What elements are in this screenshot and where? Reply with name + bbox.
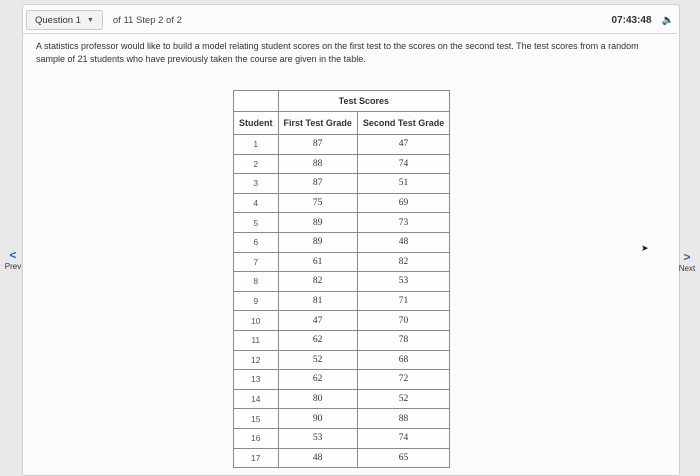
header-divider xyxy=(23,33,677,34)
table-row xyxy=(234,428,450,448)
table-row xyxy=(234,409,450,429)
second-test-cell: 68 xyxy=(357,350,449,370)
second-test-cell: 82 xyxy=(357,252,449,272)
second-test-cell: 48 xyxy=(357,232,449,252)
column-header: Student xyxy=(234,112,279,135)
table-row xyxy=(234,154,450,174)
student-cell: 7 xyxy=(234,252,279,272)
student-cell: 11 xyxy=(234,330,279,350)
first-test-cell: 89 xyxy=(278,232,357,252)
student-cell: 9 xyxy=(234,291,279,311)
first-test-cell: 47 xyxy=(278,311,357,331)
next-label: Next xyxy=(678,264,696,273)
first-test-cell: 88 xyxy=(278,154,357,174)
second-test-cell: 70 xyxy=(357,311,449,331)
second-test-cell: 78 xyxy=(357,330,449,350)
table-row xyxy=(234,291,450,311)
question-prompt: A statistics professor would like to build a model relating student scores on the first test to the scores on the second test. The test scores from a random sample of 21 students who have previously taken the course are given in the table. xyxy=(36,41,639,64)
second-test-cell: 88 xyxy=(357,409,449,429)
table-caption: Test Scores xyxy=(278,91,450,112)
chevron-down-icon: ▼ xyxy=(86,16,94,24)
student-cell: 8 xyxy=(234,272,279,292)
first-test-cell: 87 xyxy=(278,135,357,155)
student-cell: 5 xyxy=(234,213,279,233)
student-cell: 6 xyxy=(234,232,279,252)
student-cell: 16 xyxy=(234,428,279,448)
first-test-cell: 82 xyxy=(278,272,357,292)
first-test-cell: 80 xyxy=(278,389,357,409)
first-test-cell: 61 xyxy=(278,252,357,272)
student-cell: 10 xyxy=(234,311,279,331)
table-row xyxy=(234,448,450,468)
first-test-cell: 53 xyxy=(278,428,357,448)
second-test-cell: 65 xyxy=(357,448,449,468)
first-test-cell: 52 xyxy=(278,350,357,370)
student-cell: 2 xyxy=(234,154,279,174)
student-cell: 14 xyxy=(234,389,279,409)
first-test-cell: 48 xyxy=(278,448,357,468)
first-test-cell: 62 xyxy=(278,370,357,390)
second-test-cell: 72 xyxy=(357,370,449,390)
table-row xyxy=(234,389,450,409)
column-header: Second Test Grade xyxy=(357,112,449,135)
table-row xyxy=(234,213,450,233)
speaker-icon[interactable]: 🔈 xyxy=(661,14,674,26)
table-row xyxy=(234,330,450,350)
table-row xyxy=(234,232,450,252)
table-row xyxy=(234,311,450,331)
second-test-cell: 74 xyxy=(357,154,449,174)
mouse-cursor-icon: ➤ xyxy=(641,243,649,253)
student-cell: 1 xyxy=(234,135,279,155)
table-row xyxy=(234,135,450,155)
timer: 07:43:48 xyxy=(611,14,652,26)
first-test-cell: 75 xyxy=(278,193,357,213)
second-test-cell: 47 xyxy=(357,135,449,155)
table-row xyxy=(234,252,450,272)
test-scores-table xyxy=(233,90,450,468)
second-test-cell: 52 xyxy=(357,389,449,409)
second-test-cell: 74 xyxy=(357,428,449,448)
second-test-cell: 51 xyxy=(357,174,449,194)
student-cell: 15 xyxy=(234,409,279,429)
chevron-right-icon: > xyxy=(683,250,691,264)
chevron-left-icon: < xyxy=(9,248,17,262)
first-test-cell: 87 xyxy=(278,174,357,194)
first-test-cell: 90 xyxy=(278,409,357,429)
student-cell: 12 xyxy=(234,350,279,370)
table-row xyxy=(234,174,450,194)
student-cell: 4 xyxy=(234,193,279,213)
second-test-cell: 73 xyxy=(357,213,449,233)
next-button[interactable] xyxy=(674,250,700,273)
prev-button[interactable] xyxy=(2,248,24,271)
question-selector-label: Question 1 xyxy=(35,14,81,26)
question-selector[interactable] xyxy=(26,10,103,30)
second-test-cell: 71 xyxy=(357,291,449,311)
prev-label: Prev xyxy=(4,262,22,271)
question-header xyxy=(26,9,674,31)
table-row xyxy=(234,272,450,292)
first-test-cell: 89 xyxy=(278,213,357,233)
table-row xyxy=(234,193,450,213)
table-row xyxy=(234,350,450,370)
column-header: First Test Grade xyxy=(278,112,357,135)
second-test-cell: 69 xyxy=(357,193,449,213)
second-test-cell: 53 xyxy=(357,272,449,292)
student-cell: 3 xyxy=(234,174,279,194)
step-indicator: of 11 Step 2 of 2 xyxy=(112,14,182,26)
first-test-cell: 62 xyxy=(278,330,357,350)
first-test-cell: 81 xyxy=(278,291,357,311)
table-row xyxy=(234,370,450,390)
student-cell: 17 xyxy=(234,448,279,468)
student-cell: 13 xyxy=(234,370,279,390)
